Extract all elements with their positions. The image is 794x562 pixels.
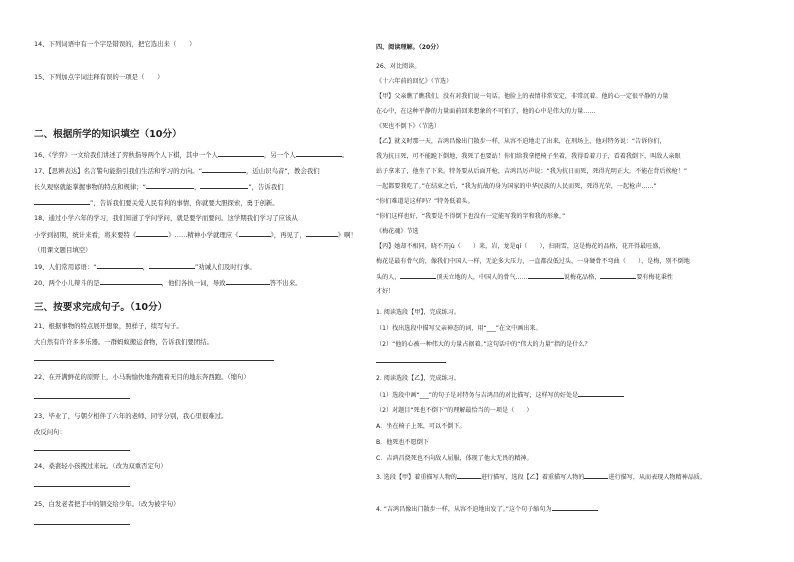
section-2-title: 二、根据所学的知识填空（10分） <box>34 129 182 140</box>
q23-answer-line <box>34 444 130 454</box>
sub-q3-line1 <box>376 472 766 482</box>
passage-3-text-e: 说梅花品格， <box>563 274 601 281</box>
q17-text-1: 17、【思辨表达】名言警句能指引我们生活和学习的方向。“ <box>34 167 203 175</box>
q24-line1: 24、桑葚轻小孩拽过来玩。（改为双重否定句） <box>34 462 167 470</box>
sub-q2-part2: （2）对题目“死也不倒下”的理解最恰当的一项是（ ） <box>376 407 533 414</box>
passage-3-text-f: 要有梅花秉性 <box>636 274 673 281</box>
q14-stem: 14、下列词语中有一个字是错误的，把它选出来（ ） <box>34 40 196 48</box>
passage-2-line1: 【乙】就义时那一天，吉鸿昌像出门散步一样，从容不迫地走了出来，在刑场上，他对特务说：“告诉你们， <box>376 138 666 145</box>
passage-3-line4: 才好！ <box>376 288 395 295</box>
q19-text-b: ， <box>142 263 149 271</box>
sub-q1-title: 1. 阅读选段【甲】，完成练习。 <box>376 309 460 316</box>
q17-text-1b: ，近山识鸟音”，教会我们 <box>246 167 320 175</box>
q24-answer-blank[interactable] <box>34 480 130 487</box>
q17-text-2c: ”，告诉我们 <box>248 183 284 191</box>
q17-text-2b: ， <box>193 183 201 191</box>
sub-q2-part1-blank[interactable] <box>578 390 624 397</box>
q25-answer-blank[interactable] <box>34 518 130 525</box>
q24-answer-line <box>34 480 130 490</box>
sub-q3-blank-1[interactable] <box>457 472 481 479</box>
sub-q2-option-a[interactable]: A．坐在椅子上死，可以不倒下。 <box>376 423 466 430</box>
q17-blank-2[interactable] <box>146 182 194 189</box>
sub-q3-text-b: 进行描写，选段【乙】着重描写人物的 <box>480 474 585 481</box>
q25-answer-line <box>34 518 130 528</box>
q18-line2 <box>34 230 357 240</box>
passage-2-line2: 我为抗日死，可不能跪下倒地，我死了也要站！你们给我拿把椅子坐着，我得看着刀子，看着我倒下，叫敌人亲眼 <box>376 153 681 160</box>
q16-text-b: ，另一个人 <box>263 151 296 159</box>
q23-answer-blank[interactable] <box>34 444 130 451</box>
q18-line1: 18、通过小学六年的学习，我们知道了学问学问，就是要学而要问。这学期我们学习了应该从 <box>34 214 298 222</box>
q17-text-2: 长久观察就能掌握事物的特点和规律；“ <box>34 183 146 191</box>
q15-stem: 15、下列加点字词注释有误的一项是（ ） <box>34 73 164 81</box>
q18-text-2: 小学到初期，统计来看，将来要特《 <box>34 231 137 239</box>
passage-3-line1: 【丙】她却不相同，晓不开jù（ ）来，岩，龙是qí（ ），扫雨雪，这是梅花的品格，花开得最旺盛， <box>376 243 665 250</box>
passage-2-source: 《死也不倒下》（节选） <box>376 123 440 130</box>
q19-text-c: ”劝诫人们及时行事。 <box>194 263 256 271</box>
sub-q1-part1: （1）找出选段中描写父亲神态的词，用“___”在文中画出来。 <box>376 325 542 332</box>
passage-3-line2: 梅花是最有骨气的，像我们中国人一样，无论多大压力，一直都没低过头，一身硬骨不弯曲（ ），是梅，别不倒地 <box>376 258 690 265</box>
sub-q2-title: 2. 阅读选段【乙】，完成练习。 <box>376 375 460 382</box>
q20-line1 <box>34 278 302 288</box>
q16-text: 16、《学弈》一文给我们讲述了弈秋指导两个人下棋，其中一个人 <box>34 151 218 159</box>
q23-line1: 23、毕业了，与朝夕相伴了六年的老师、同学分别，我心里很难过。 <box>34 412 228 420</box>
q19-text: 19、人们常用谚语：“ <box>34 263 97 271</box>
q22-line1: 22、在开满鲜花的原野上，小马驹愉快地奔跑着无目的地东奔西跑。（缩句） <box>34 373 250 381</box>
q20-text: 20、两个小儿辩斗的是 <box>34 279 100 287</box>
q20-text-c: 答不出来。 <box>269 279 302 287</box>
passage-1-line1: 【甲】父亲瞧了瞧我们，没有对我们说一句话。他脸上的表情非常安定，非常沉着。他的心一定很平静的力量 <box>376 93 669 100</box>
q18-text-2d: 》啊！ <box>337 231 357 239</box>
q18-blank-1[interactable] <box>136 230 168 237</box>
passage-3-blank-3[interactable] <box>600 272 636 279</box>
q18-text-2b: 》……精神小学就理应《 <box>168 231 239 239</box>
sub-q2-option-c[interactable]: C．吉鸿昌烧死也不向敌人屈服，体现了他大无畏的精神。 <box>376 455 533 462</box>
q18-blank-2[interactable] <box>239 230 271 237</box>
sub-q3-text-c: 进行描写，从而表现人物精神品质。 <box>608 474 706 481</box>
sub-q1-answer-line <box>376 356 446 366</box>
q16-line1 <box>34 150 348 160</box>
passage-3-text-c: 头的人， <box>376 274 401 281</box>
q19-line1 <box>34 262 256 272</box>
passage-2-line3: 站子拿来了，他坐了下来。特务要从后面开枪，吉鸿昌厉声说：“我为抗日而死，死得光明正大，不能在背后挨枪！” <box>376 168 688 175</box>
passage-2-line4: 一起都要我吃了。”在结束之后，“我为抗战的身为国家的中华民族的人民而死，死得光荣，一起枪声……” <box>376 183 657 190</box>
q20-blank-1[interactable] <box>100 278 162 285</box>
passage-1-line2: 在心中，在这种平静的力量面前回来想象的不可怕了，他的心中是伟大的力量…… <box>376 108 596 115</box>
sub-q1-part2: （2）“他的心被一种伟大的力量占据着。”这句话中的“伟大的力量”指的是什么？ <box>376 341 591 348</box>
q19-blank-2[interactable] <box>149 262 195 269</box>
q17-line1 <box>34 166 320 176</box>
q18-text-2c: 》，再见了， <box>270 231 306 239</box>
q21-line2: 大自然有许许多多乐器。一群蚂蚁搬运食物，告诉我们要团结。 <box>34 338 213 346</box>
q25-line1: 25、白发老者把手中的钢交给少年。（改为被字句） <box>34 500 180 508</box>
q22-answer-line <box>34 392 130 402</box>
q20-text-b: ，他们各执一词，导致 <box>161 279 226 287</box>
passage-3-blank-1[interactable] <box>400 272 436 279</box>
q17-blank-4[interactable] <box>34 198 90 205</box>
sub-q2-option-b[interactable]: B．他死也不愿倒下 <box>376 439 429 446</box>
q22-answer-blank[interactable] <box>34 392 130 399</box>
q18-blank-3[interactable] <box>306 230 338 237</box>
passage-3-line3 <box>376 272 766 282</box>
q17-blank-3[interactable] <box>200 182 248 189</box>
q16-blank-2[interactable] <box>296 150 342 157</box>
passage-3-blank-2[interactable] <box>528 272 564 279</box>
q23-line2: 改反问句： <box>34 428 66 436</box>
q21-answer-line <box>34 354 274 364</box>
q21-answer-blank[interactable] <box>34 354 274 361</box>
q21-line1: 21、根据事物的特点展开想象，照样子，续写句子。 <box>34 322 183 330</box>
q19-blank-1[interactable] <box>97 262 143 269</box>
q26-stem: 26、对比阅读。 <box>376 63 421 70</box>
sub-q1-answer-blank[interactable] <box>376 356 446 363</box>
sub-q3-text-a: 3. 选段【甲】着重描写人物的 <box>376 474 457 481</box>
sub-q4-text: 4. “吉鸿昌像出门散步一样，从容不迫地出发了。”这个句子缩句为 <box>376 506 552 513</box>
q17-text-3: ”，告诉我们要关爱人民有利的事情，你就要大胆探索，勇于创新。 <box>90 199 279 207</box>
section-3-title: 三、按要求完成句子。（10分） <box>34 302 168 313</box>
sub-q4-line1 <box>376 504 766 514</box>
q17-line3 <box>34 198 279 208</box>
passage-2-line6: “你们这样也好，“我要是不得倒下也没有一定能写我的字和我的形象，” <box>376 213 566 220</box>
q18-line3: （用课文题目填空） <box>34 246 92 254</box>
q17-line2 <box>34 182 284 192</box>
q16-blank-1[interactable] <box>218 150 264 157</box>
sub-q2-part1 <box>376 390 766 400</box>
sub-q3-blank-2[interactable] <box>584 472 608 479</box>
q17-blank-1[interactable] <box>202 166 246 173</box>
passage-3-source: 《梅花魂》节选 <box>376 228 419 235</box>
passage-3-text-d: 顶天立地的人，中国人的骨气…… <box>436 274 528 281</box>
q20-blank-2[interactable] <box>226 278 270 285</box>
passage-1-source: 《十六年前的回忆》（节选） <box>376 78 453 85</box>
passage-2-line5: “你们难道是这样吗？”特务低着头。 <box>376 198 474 205</box>
q16-text-c: 。 <box>341 151 349 159</box>
sub-q2-part1-text: （1）选段中画“___”的句子是对特务与吉鸿昌的对比描写，这样写的好处是 <box>376 392 579 399</box>
sub-q4-blank[interactable] <box>552 504 598 511</box>
section-4-title: 四、阅读理解。（20分） <box>376 44 443 51</box>
